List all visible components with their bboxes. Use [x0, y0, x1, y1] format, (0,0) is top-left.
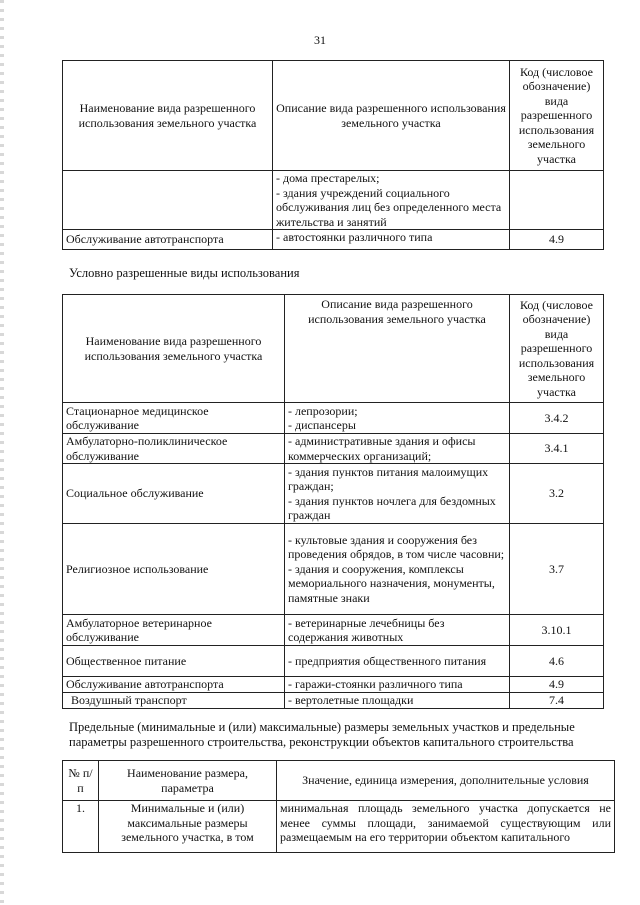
- table-row: [63, 230, 604, 250]
- header-parameter-value: Значение, единица измерения, дополнительные условия: [277, 761, 615, 801]
- table-header-row: [63, 295, 604, 403]
- header-use-name: Наименование вида разрешенного использования земельного участка: [63, 295, 285, 403]
- use-description-cell: - автостоянки различного типа: [273, 230, 510, 250]
- use-description-cell: - ветеринарные лечебницы без содержания животных: [285, 615, 510, 646]
- row-number-cell: 1.: [63, 801, 99, 853]
- parameter-name-cell: Минимальные и (или) максимальные размеры земельного участка, в том: [99, 801, 277, 853]
- use-description-cell: - предприятия общественного питания: [285, 646, 510, 677]
- header-row-number: № п/п: [63, 761, 99, 801]
- use-code-cell: 3.4.1: [510, 434, 604, 464]
- use-description-cell: - здания пунктов питания малоимущих граждан; - здания пунктов ночлега для бездомных граждан: [285, 464, 510, 524]
- table-header-row: [63, 761, 615, 801]
- section-title-limits: Предельные (минимальные и (или) максимальные) размеры земельных участков и предельные параметры разрешенного строительства, реконструкции объектов капитального строительства: [69, 720, 575, 749]
- use-description-cell: - лепрозории; - диспансеры: [285, 403, 510, 434]
- header-use-description: Описание вида разрешенного использования земельного участка: [273, 61, 510, 171]
- header-use-description: Описание вида разрешенного использования земельного участка: [285, 295, 510, 403]
- use-code-cell: 4.9: [510, 230, 604, 250]
- use-description-cell: - вертолетные площадки: [285, 693, 510, 709]
- table-row: [63, 693, 604, 709]
- use-code-cell: 7.4: [510, 693, 604, 709]
- table-row: [63, 677, 604, 693]
- use-code-cell: 4.9: [510, 677, 604, 693]
- header-parameter-name: Наименование размера, параметра: [99, 761, 277, 801]
- table-row: [63, 171, 604, 230]
- section-title-conditional: Условно разрешенные виды использования: [69, 266, 300, 280]
- use-name-cell: Амбулаторное ветеринарное обслуживание: [63, 615, 285, 646]
- page-number: 31: [314, 33, 326, 47]
- use-description-cell: - дома престарелых; - здания учреждений социального обслуживания лиц без определенного места жительства и занятий: [273, 171, 510, 230]
- use-name-cell: Обслуживание автотранспорта: [63, 230, 273, 250]
- use-name-cell: Стационарное медицинское обслуживание: [63, 403, 285, 434]
- parameter-value-cell: минимальная площадь земельного участка допускается не менее суммы площади, занимаемой существующим или размещаемым на его территории объектом капитального: [277, 801, 615, 853]
- use-description-cell: - гаражи-стоянки различного типа: [285, 677, 510, 693]
- use-name-cell: Воздушный транспорт: [63, 693, 285, 709]
- use-description-cell: - административные здания и офисы коммерческих организаций;: [285, 434, 510, 464]
- scan-edge: [0, 0, 4, 905]
- table-row: [63, 403, 604, 434]
- table-row: [63, 646, 604, 677]
- conditional-uses-table: [62, 294, 604, 709]
- table-header-row: [63, 61, 604, 171]
- use-name-cell: Социальное обслуживание: [63, 464, 285, 524]
- table-row: [63, 464, 604, 524]
- use-name-cell: Общественное питание: [63, 646, 285, 677]
- use-name-cell: Амбулаторно-поликлиническое обслуживание: [63, 434, 285, 464]
- uses-table-continued: [62, 60, 604, 250]
- use-code-cell: 3.10.1: [510, 615, 604, 646]
- limits-table: [62, 760, 615, 853]
- header-use-code: Код (числовое обозначение) вида разрешенного использования земельного участка: [510, 61, 604, 171]
- use-code-cell: [510, 171, 604, 230]
- header-use-code: Код (числовое обозначение) вида разрешенного использования земельного участка: [510, 295, 604, 403]
- table-row: [63, 801, 615, 853]
- header-use-name: Наименование вида разрешенного использования земельного участка: [63, 61, 273, 171]
- use-name-cell: Религиозное использование: [63, 524, 285, 615]
- use-description-cell: - культовые здания и сооружения без проведения обрядов, в том числе часовни; - здания и сооружения, комплексы мемориального назначения, монументы, памятные знаки: [285, 524, 510, 615]
- table-row: [63, 615, 604, 646]
- table-row: [63, 434, 604, 464]
- use-code-cell: 4.6: [510, 646, 604, 677]
- table-row: [63, 524, 604, 615]
- use-code-cell: 3.4.2: [510, 403, 604, 434]
- use-name-cell: [63, 171, 273, 230]
- use-code-cell: 3.7: [510, 524, 604, 615]
- use-name-cell: Обслуживание автотранспорта: [63, 677, 285, 693]
- use-code-cell: 3.2: [510, 464, 604, 524]
